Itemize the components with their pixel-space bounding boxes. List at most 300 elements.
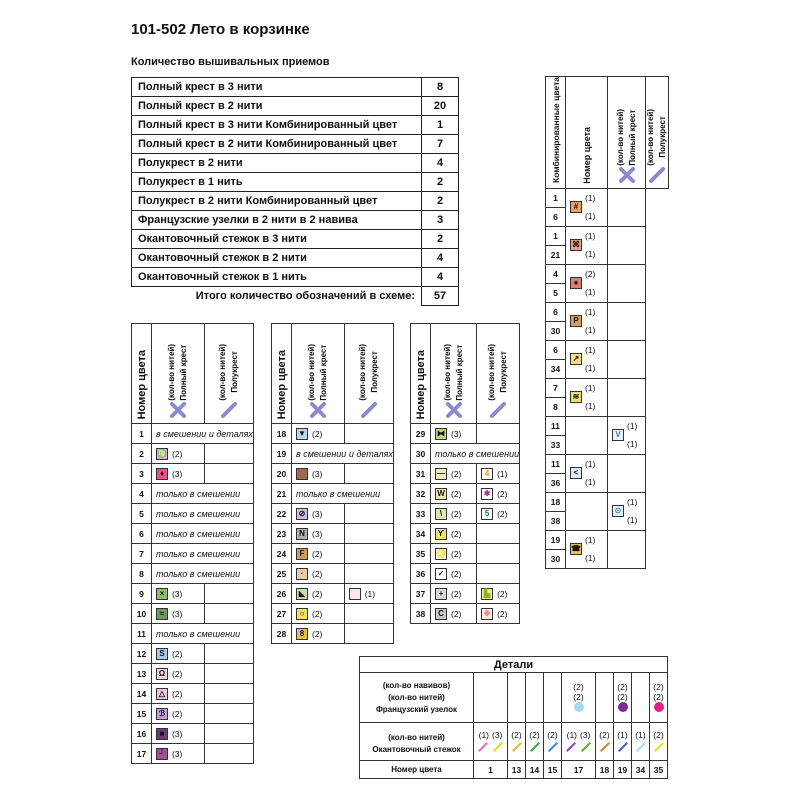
thread-count: (2) [312,608,323,619]
color-number: 18 [546,492,566,511]
knot-threads: (2) [617,691,628,702]
summary-row [132,268,459,287]
combined-row [546,378,669,397]
thread-count: (2) [172,448,183,459]
header-full-cross-label: Полный крест [454,344,464,401]
color-row [132,664,254,684]
full-cross-cell [566,454,608,492]
half-cross-cell [344,424,393,444]
half-cross-cell [344,524,393,544]
edge-thread-count: (1) [617,729,628,740]
color-row [272,584,394,604]
knot-cell [544,673,562,723]
full-cross-cell [431,564,477,584]
combined-row [546,454,669,473]
color-symbol: ℬ [156,708,168,720]
edge-thread-count: (1) [635,729,646,740]
header-color-number-label: Номер цвета [275,349,288,419]
detail-color-number: 35 [650,761,668,779]
full-cross-cell [152,584,205,604]
color-number: 12 [132,644,152,664]
header-color-number [272,324,292,424]
half-cross-cell [477,524,520,544]
combined-row [546,340,669,359]
header-half-cross-label: Полукрест [369,351,379,394]
summary-label: Полный крест в 3 нити Комбинированный цвет [132,116,422,135]
details-table [359,656,668,779]
details-label: Французский узелок [375,705,458,714]
color-row [411,544,520,564]
color-symbol: + [435,588,447,600]
color-note: только в смешении [152,484,254,504]
edge-thread-count: (2) [547,729,558,740]
full-cross-icon [445,401,463,419]
french-knot-icon [574,702,584,712]
knot-threads: (2) [573,691,584,702]
color-number: 7 [132,544,152,564]
edge-thread-count: (1) [566,729,577,740]
thread-count: (2) [312,628,323,639]
half-cross-cell [477,504,520,524]
color-row [272,484,394,504]
summary-label: Полукрест в 2 нити [132,154,422,173]
summary-row [132,211,459,230]
header-full-cross [292,324,345,424]
half-cross-cell [344,584,393,604]
color-row [411,424,520,444]
color-row [132,424,254,444]
color-row [132,544,254,564]
thread-count: (1) [585,249,596,260]
thread-count: (1) [585,401,596,412]
color-number: 15 [132,704,152,724]
color-symbol: ○ [296,608,308,620]
summary-count: 3 [422,211,459,230]
half-cross-cell [204,644,253,664]
color-number: 24 [272,544,292,564]
color-number: 8 [132,564,152,584]
full-cross-cell [292,604,345,624]
half-cross-icon [220,401,238,419]
summary-count: 20 [422,97,459,116]
color-number: 6 [546,207,566,226]
combined-row [546,416,669,435]
summary-row [132,135,459,154]
half-cross-cell [344,564,393,584]
half-cross-cell [204,604,253,624]
color-symbol: ≋ [570,391,582,403]
summary-label: Окантовочный стежок в 2 нити [132,249,422,268]
color-symbol: ▼ [296,428,308,440]
thread-count: (1) [585,383,596,394]
color-symbol: N [296,528,308,540]
half-symbol: 4 [481,468,493,480]
color-row [132,644,254,664]
color-row [132,584,254,604]
color-symbol: W [435,488,447,500]
knot-cell [508,673,526,723]
edge-stitch-icon [493,742,503,752]
summary-label: Окантовочный стежок в 1 нить [132,268,422,287]
color-row [132,624,254,644]
color-symbol: × [156,588,168,600]
detail-color-number: 15 [544,761,562,779]
edge-stitch-icon [548,742,558,752]
color-note: в смешении и деталях [152,424,254,444]
full-cross-icon [169,401,187,419]
thread-count: (1) [585,459,596,470]
half-symbol: 5 [481,508,493,520]
color-note: только в смешении [431,444,520,464]
color-table-2 [271,323,394,644]
thread-count: (3) [312,508,323,519]
combined-colors-label: Комбинированные цвета [550,77,561,183]
color-number: 30 [546,321,566,340]
half-symbol: ✱ [481,488,493,500]
thread-count: (1) [585,193,596,204]
full-cross-cell [152,724,205,744]
thread-count: (3) [312,468,323,479]
detail-color-number: 14 [526,761,544,779]
color-row [411,444,520,464]
color-number: 35 [411,544,431,564]
thread-count: (2) [172,668,183,679]
half-cross-cell [608,492,646,530]
half-cross-cell [204,584,253,604]
color-symbol: — [437,468,445,478]
edge-cell [562,723,596,761]
edge-thread-count: (2) [653,729,664,740]
section-subtitle: Количество вышивальных приемов [131,56,330,68]
combined-colors-table [545,76,669,569]
edge-cell [544,723,562,761]
thread-count: (2) [451,548,462,559]
thread-count: (1) [585,231,596,242]
knot-wraps: (2) [617,681,628,692]
edge-thread-count: (3) [580,729,591,740]
thread-count: (1) [585,307,596,318]
full-cross-cell [566,530,608,568]
full-cross-cell [431,424,477,444]
edge-stitch-icon [618,742,628,752]
full-cross-cell [566,492,608,530]
thread-count: (2) [451,588,462,599]
summary-count: 7 [422,135,459,154]
color-symbol: ≈ [156,608,168,620]
half-cross-cell [477,424,520,444]
color-symbol: # [570,201,582,213]
thread-count: (1) [585,553,596,564]
full-cross-icon [618,166,636,184]
knot-cell [650,673,668,723]
full-cross-cell [292,524,345,544]
full-cross-cell [566,226,608,264]
thread-count: (1) [585,345,596,356]
thread-count: (2) [312,428,323,439]
color-number: 1 [132,424,152,444]
edge-stitch-icon [581,742,591,752]
color-symbol: \ [435,508,447,520]
color-symbol: △ [156,688,168,700]
summary-label: Полукрест в 2 нити Комбинированный цвет [132,192,422,211]
full-cross-cell [292,544,345,564]
detail-color-number: 1 [474,761,508,779]
full-cross-cell [566,188,608,226]
color-number: 11 [546,416,566,435]
color-row [272,564,394,584]
summary-count: 2 [422,230,459,249]
thread-count: (1) [585,477,596,488]
header-half-cross-sub: (кол-во нитей) [357,344,367,401]
thread-count: (1) [627,439,638,450]
color-note: только в смешении [152,624,254,644]
summary-count: 1 [422,116,459,135]
summary-total-label: Итого количество обозначений в схеме: [195,290,415,303]
edge-cell [632,723,650,761]
color-row [411,604,520,624]
color-number: 6 [546,340,566,359]
half-cross-cell [477,604,520,624]
half-cross-cell [477,484,520,504]
thread-count: (3) [172,468,183,479]
color-note: только в смешении [292,484,394,504]
summary-row [132,192,459,211]
detail-color-number: 19 [614,761,632,779]
edge-cell [474,723,508,761]
summary-row [132,230,459,249]
color-number: 5 [132,504,152,524]
color-row [132,744,254,764]
full-cross-icon [309,401,327,419]
detail-color-number: 17 [562,761,596,779]
thread-count: (2) [451,488,462,499]
thread-count: (1) [364,588,376,599]
color-row [272,464,394,484]
details-title: Детали [360,657,668,673]
full-cross-cell [292,624,345,644]
color-row [132,704,254,724]
color-symbol: P [570,315,582,327]
half-cross-cell [477,584,520,604]
color-number: 34 [411,524,431,544]
edge-stitch-icon [636,742,646,752]
details-label: (кол-во нитей) [388,693,445,702]
half-cross-icon [489,401,507,419]
color-number: 10 [132,604,152,624]
thread-count: (1) [585,363,596,374]
thread-count: (2) [497,588,508,599]
color-number: 13 [132,664,152,684]
summary-count: 4 [422,154,459,173]
color-row [132,564,254,584]
color-note: только в смешении [152,504,254,524]
combined-row [546,302,669,321]
color-number: 36 [546,473,566,492]
knot-cell [474,673,508,723]
summary-row [132,78,459,97]
thread-count: (2) [312,588,323,599]
header-full-cross [608,77,646,189]
color-number: 22 [272,504,292,524]
thread-count: (1) [585,325,596,336]
color-number: 27 [272,604,292,624]
color-number: 17 [132,744,152,764]
color-row [272,604,394,624]
french-knot-labels [360,673,474,723]
color-number: 29 [411,424,431,444]
knot-wraps: (2) [573,681,584,692]
combined-side-header [546,77,566,189]
header-half-cross [344,324,393,424]
color-note: в смешении и деталях [292,444,394,464]
thread-count: (3) [172,608,183,619]
full-cross-cell [152,444,205,464]
knot-cell [614,673,632,723]
color-row [272,504,394,524]
half-cross-cell [204,704,253,724]
half-cross-icon [360,401,378,419]
color-number: 26 [272,584,292,604]
color-symbol: ■ [156,728,168,740]
half-cross-icon [648,166,666,184]
color-number: 21 [272,484,292,504]
color-number: 16 [132,724,152,744]
edge-stitch-icon [478,742,488,752]
color-row [411,564,520,584]
color-row [272,544,394,564]
color-number: 5 [546,283,566,302]
color-row [411,504,520,524]
details-title-row [360,657,668,673]
thread-count: (2) [451,608,462,619]
full-cross-cell [566,378,608,416]
summary-total-value: 57 [422,287,459,306]
color-number: 28 [272,624,292,644]
header-color-number [566,77,608,189]
header-half-cross-sub: (кол-во нитей) [487,344,497,401]
header-half-cross-label: Полукрест [229,351,239,394]
thread-count: (1) [627,497,638,508]
details-label: (кол-во навивов) [382,681,451,690]
color-number: 20 [272,464,292,484]
detail-color-number: 34 [632,761,650,779]
half-cross-cell [608,378,646,416]
summary-total-row [132,287,459,306]
color-number: 7 [546,378,566,397]
color-number: 30 [411,444,431,464]
half-symbol: ⊙ [612,505,624,517]
summary-label: Окантовочный стежок в 3 нити [132,230,422,249]
color-number: 11 [132,624,152,644]
half-cross-cell [344,504,393,524]
color-note: только в смешении [152,544,254,564]
details-edge-row [360,723,668,761]
color-row [272,624,394,644]
details-label: (кол-во нитей) [388,732,445,742]
color-row [132,504,254,524]
color-symbol: ↗ [570,353,582,365]
french-knot-icon [618,702,628,712]
full-cross-cell [152,644,205,664]
knot-threads: (2) [653,691,664,702]
detail-color-number: 18 [596,761,614,779]
half-cross-cell [608,302,646,340]
color-symbol: < [570,467,582,479]
color-row [411,584,520,604]
color-number: 6 [546,302,566,321]
summary-label: Полный крест в 2 нити Комбинированный цвет [132,135,422,154]
half-cross-cell [477,464,520,484]
full-cross-cell [152,744,205,764]
thread-count: (2) [451,568,462,579]
header-color-number-label: Номер цвета [135,349,148,419]
half-cross-cell [608,226,646,264]
color-symbol: ϒ [435,528,447,540]
full-cross-cell [431,504,477,524]
color-number: 4 [132,484,152,504]
color-row [132,464,254,484]
thread-count: (1) [627,515,638,526]
header-half-cross-sub: (кол-во нитей) [217,344,227,401]
color-symbol: ⌘ [572,240,580,250]
color-row [132,444,254,464]
full-cross-cell [431,464,477,484]
color-number-label: Номер цвета [360,761,474,779]
summary-count: 2 [422,192,459,211]
thread-count: (2) [451,528,462,539]
half-cross-cell [608,340,646,378]
combined-row [546,530,669,549]
color-symbol: · [296,568,308,580]
summary-label: Полный крест в 2 нити [132,97,422,116]
color-number: 14 [132,684,152,704]
color-number: 34 [546,359,566,378]
color-symbol: ⊘ [296,508,308,520]
combined-row [546,226,669,245]
header-full-cross-sub: (кол-во нитей) [166,344,176,401]
half-cross-cell [204,464,253,484]
color-number: 21 [546,245,566,264]
color-symbol: ┘ [156,748,168,760]
full-cross-cell [292,504,345,524]
header-color-number [411,324,431,424]
color-row [272,444,394,464]
edge-stitch-icon [600,742,610,752]
header-color-number [132,324,152,424]
color-symbol [296,468,308,480]
color-symbol: ● [570,277,582,289]
details-number-row [360,761,668,779]
thread-count: (2) [497,508,508,519]
thread-count: (1) [627,421,638,432]
header-full-cross [431,324,477,424]
knot-cell [562,673,596,723]
header-full-cross-sub: (кол-во нитей) [442,344,452,401]
thread-count: (1) [585,535,596,546]
color-number: 38 [411,604,431,624]
color-symbol: ☎ [571,544,581,554]
edge-stitch-icon [654,742,664,752]
color-row [272,424,394,444]
summary-count: 2 [422,173,459,192]
half-cross-cell [477,544,520,564]
edge-thread-count: (2) [511,729,522,740]
thread-count: (3) [451,428,462,439]
full-cross-cell [431,584,477,604]
color-number: 31 [411,464,431,484]
half-cross-cell [204,664,253,684]
color-row [132,724,254,744]
